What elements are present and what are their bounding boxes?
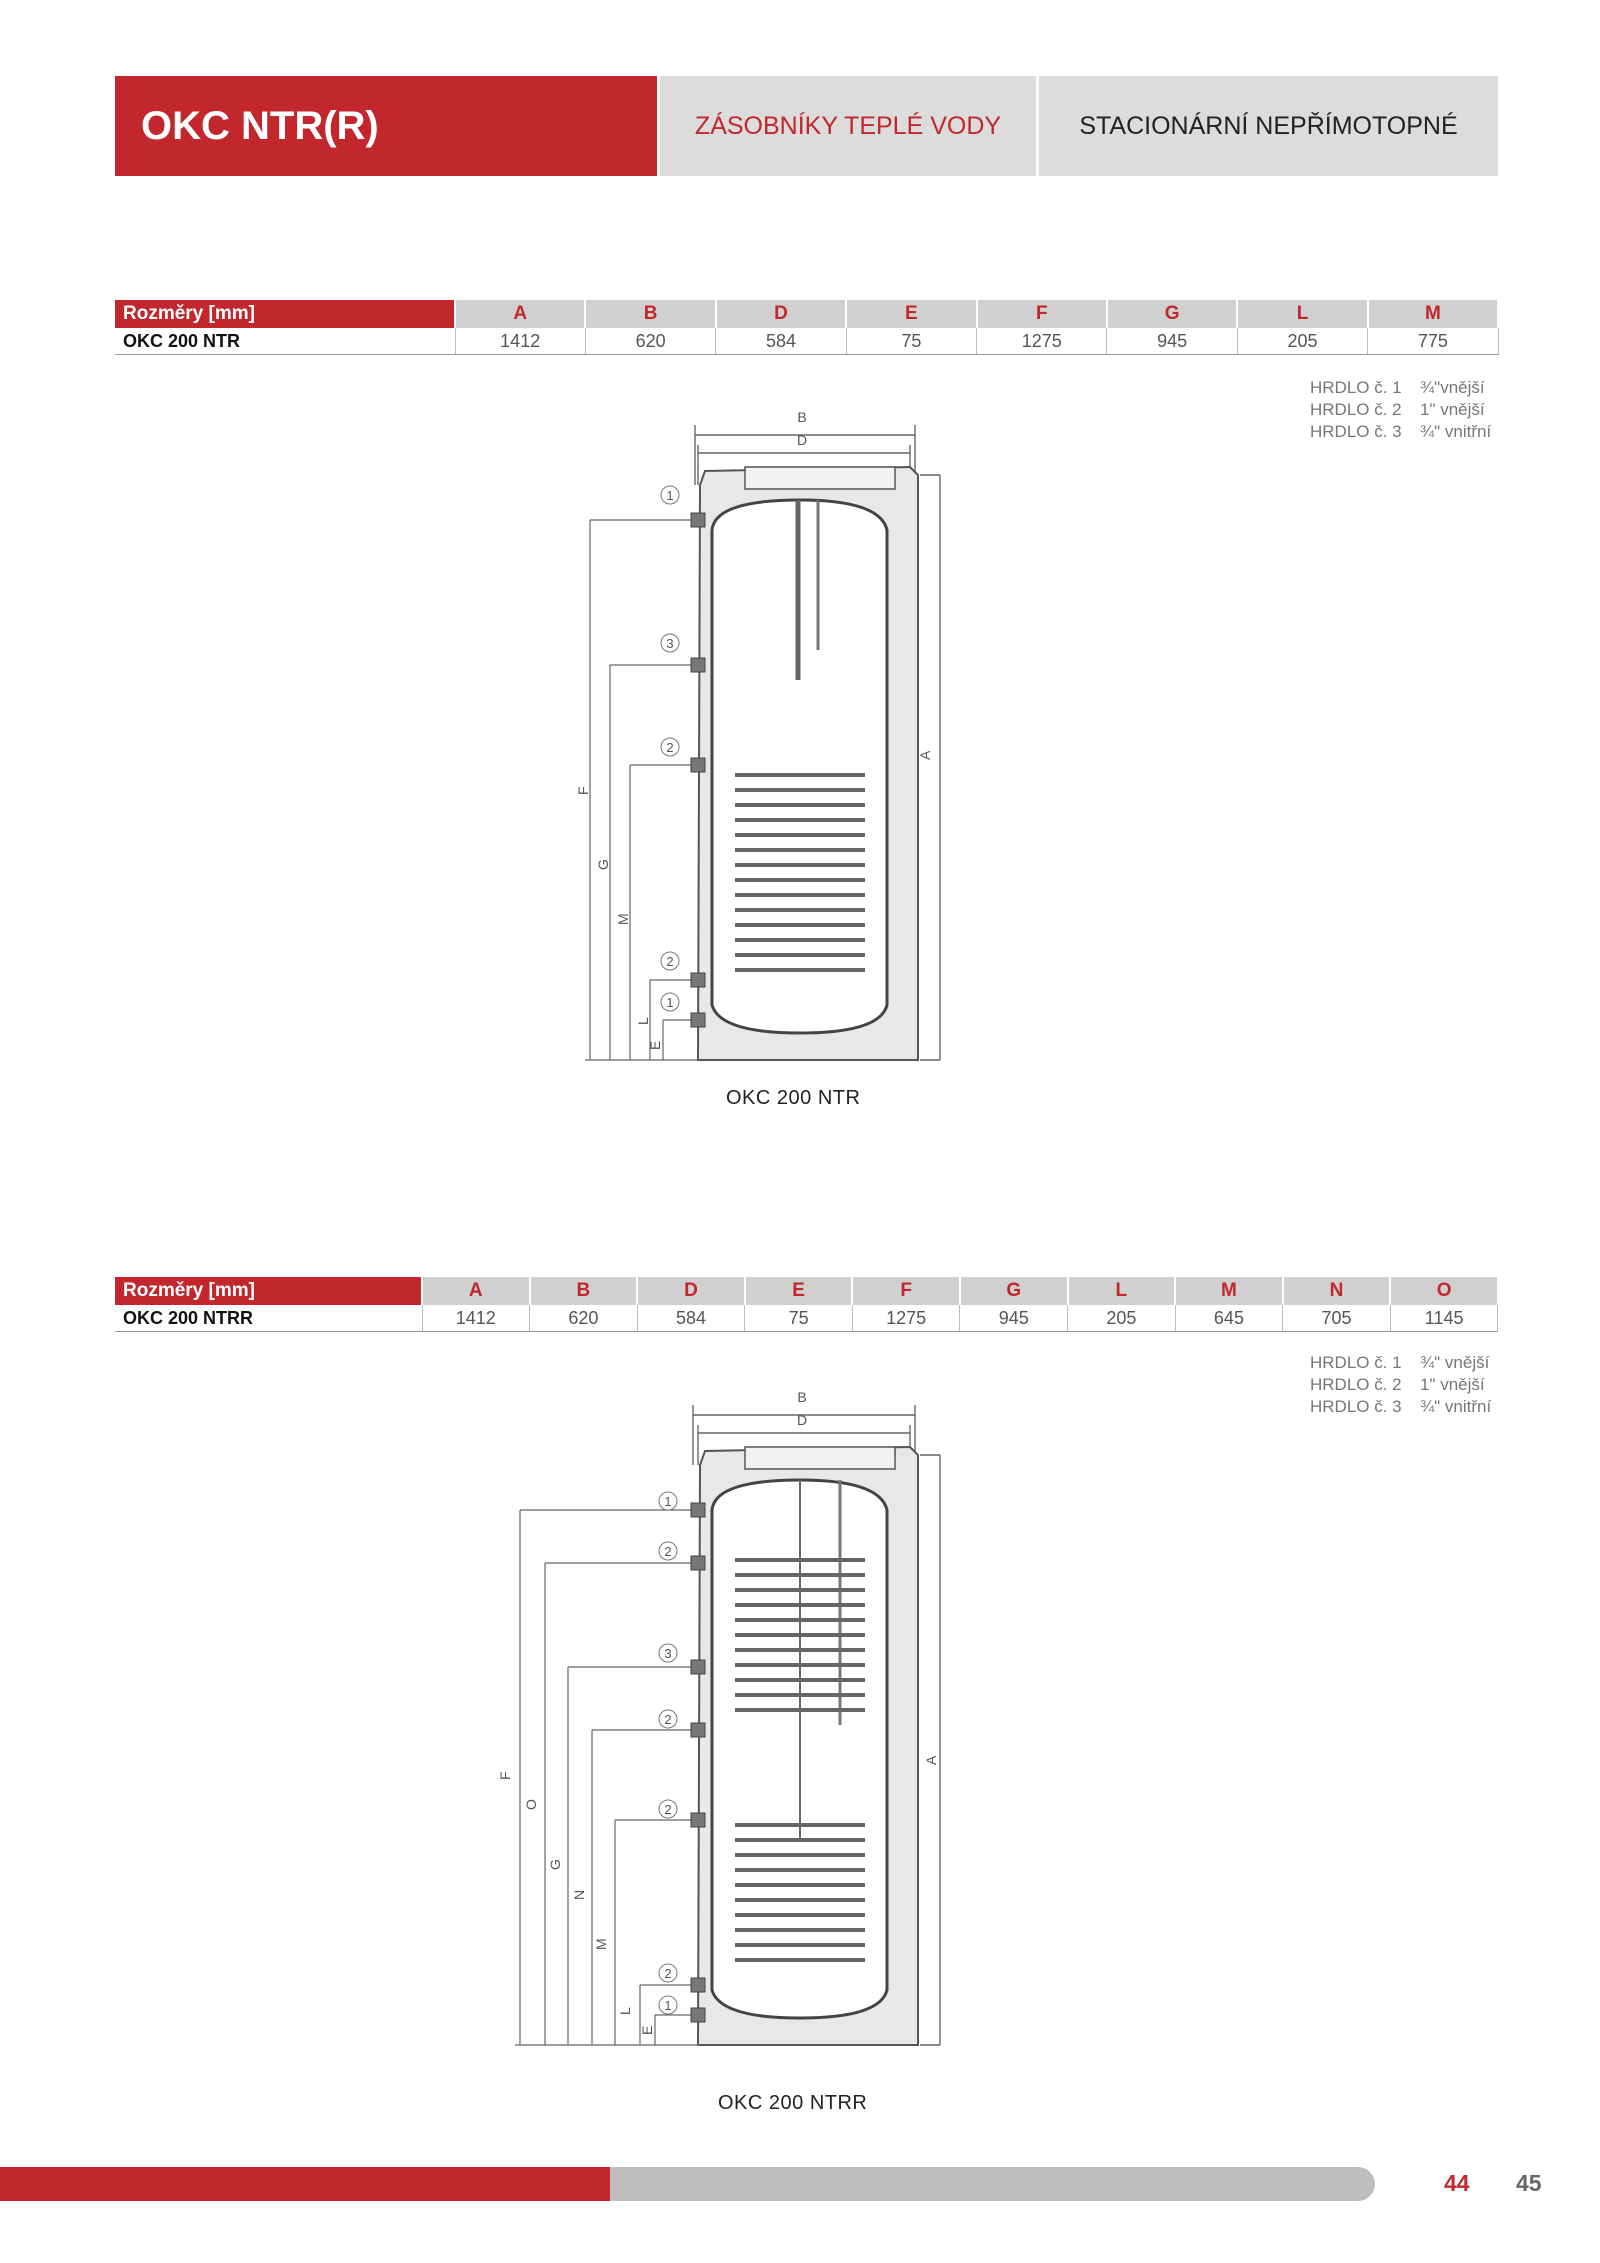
col-header: B: [585, 300, 715, 328]
port-label: 2: [664, 1802, 672, 1817]
dimensions-table-ntrr: [115, 1277, 1499, 1332]
dim-label-e: E: [639, 2025, 655, 2035]
col-header: A: [422, 1277, 530, 1305]
col-header: N: [1283, 1277, 1391, 1305]
dim-label-b: B: [797, 1389, 807, 1405]
dim-label-d: D: [796, 1412, 808, 1428]
port-label: 1: [666, 995, 674, 1010]
dimensions-table-ntr: [115, 300, 1499, 355]
cell: 584: [637, 1305, 745, 1332]
cell: 1412: [422, 1305, 530, 1332]
page-number-left: 44: [1444, 2170, 1470, 2196]
cell: 620: [530, 1305, 638, 1332]
legend-row: HRDLO č. 3 ¾" vnitřní: [1310, 422, 1492, 441]
dim-label-m: M: [593, 1938, 609, 1950]
cell: 1275: [852, 1305, 960, 1332]
dim-label-b: B: [797, 409, 807, 425]
col-header: F: [852, 1277, 960, 1305]
dim-label-l: L: [617, 2007, 633, 2015]
cell: 75: [846, 328, 976, 355]
subcategory-label: STACIONÁRNÍ NEPŘÍMOTOPNÉ: [1039, 76, 1498, 176]
page-number-right: 45: [1516, 2170, 1542, 2196]
port-label: 3: [664, 1646, 672, 1661]
diagram-caption-ntrr: OKC 200 NTRR: [718, 2092, 868, 2114]
port-label: 2: [664, 1966, 672, 1981]
page-header: [115, 76, 1498, 176]
cell: 1145: [1390, 1305, 1498, 1332]
col-header: L: [1068, 1277, 1176, 1305]
port-label: 1: [666, 488, 674, 503]
diagram-caption-ntr: OKC 200 NTR: [726, 1087, 861, 1109]
col-header: A: [455, 300, 585, 328]
tank-diagram-ntrr: [497, 1385, 1000, 2075]
port-label: 1: [664, 1998, 672, 2013]
dim-label-o: O: [523, 1799, 539, 1810]
footer-bar-red: [0, 2167, 610, 2201]
cell: 1412: [455, 328, 585, 355]
col-header: D: [637, 1277, 745, 1305]
dim-label-l: L: [635, 1017, 651, 1025]
col-header: G: [1107, 300, 1237, 328]
dim-label-e: E: [647, 1040, 663, 1050]
table-label: Rozměry [mm]: [115, 1277, 422, 1305]
col-header: D: [716, 300, 846, 328]
table-header-row: [115, 300, 1498, 328]
footer-bar-grey: [610, 2167, 1375, 2201]
product-title: OKC NTR(R): [115, 76, 657, 176]
col-header: G: [960, 1277, 1068, 1305]
dim-label-a: A: [923, 1755, 939, 1765]
cell: 75: [745, 1305, 853, 1332]
category-label: ZÁSOBNÍKY TEPLÉ VODY: [660, 76, 1036, 176]
tank-diagram-ntr: [575, 405, 1020, 1085]
col-header: E: [846, 300, 976, 328]
col-header: B: [530, 1277, 638, 1305]
port-label: 2: [666, 954, 674, 969]
cell: 1275: [977, 328, 1107, 355]
port-label: 2: [664, 1712, 672, 1727]
connection-legend-1: [1310, 377, 1491, 443]
port-label: 2: [666, 740, 674, 755]
col-header: E: [745, 1277, 853, 1305]
cell: 705: [1283, 1305, 1391, 1332]
dim-label-m: M: [615, 913, 631, 925]
col-header: F: [977, 300, 1107, 328]
table-header-row: [115, 1277, 1498, 1305]
legend-row: HRDLO č. 3 ¾" vnitřní: [1310, 1397, 1492, 1416]
port-label: 3: [666, 636, 674, 651]
dim-label-g: G: [547, 1859, 563, 1870]
cell: 584: [716, 328, 846, 355]
cell: 205: [1068, 1305, 1176, 1332]
dim-label-f: F: [575, 786, 591, 795]
cell: 945: [1107, 328, 1237, 355]
cell: 945: [960, 1305, 1068, 1332]
cell: 620: [585, 328, 715, 355]
dim-label-a: A: [917, 750, 933, 760]
table-label: Rozměry [mm]: [115, 300, 455, 328]
dim-label-g: G: [595, 859, 611, 870]
port-label: 2: [664, 1544, 672, 1559]
cell: 775: [1368, 328, 1498, 355]
col-header: L: [1237, 300, 1367, 328]
port-label: 1: [664, 1494, 672, 1509]
legend-row: HRDLO č. 1 ¾"vnější: [1310, 378, 1485, 397]
dim-label-f: F: [497, 1771, 513, 1780]
col-header: M: [1368, 300, 1498, 328]
table-row: [115, 1305, 1498, 1332]
model-name: OKC 200 NTR: [115, 328, 455, 355]
legend-row: HRDLO č. 1 ¾" vnější: [1310, 1353, 1490, 1372]
cell: 205: [1237, 328, 1367, 355]
model-name: OKC 200 NTRR: [115, 1305, 422, 1332]
legend-row: HRDLO č. 2 1" vnější: [1310, 1375, 1485, 1394]
col-header: M: [1175, 1277, 1283, 1305]
table-row: [115, 328, 1498, 355]
dim-label-n: N: [571, 1889, 587, 1900]
dim-label-d: D: [796, 432, 808, 448]
legend-row: HRDLO č. 2 1" vnější: [1310, 400, 1485, 419]
col-header: O: [1390, 1277, 1498, 1305]
cell: 645: [1175, 1305, 1283, 1332]
connection-legend-2: [1310, 1352, 1491, 1418]
